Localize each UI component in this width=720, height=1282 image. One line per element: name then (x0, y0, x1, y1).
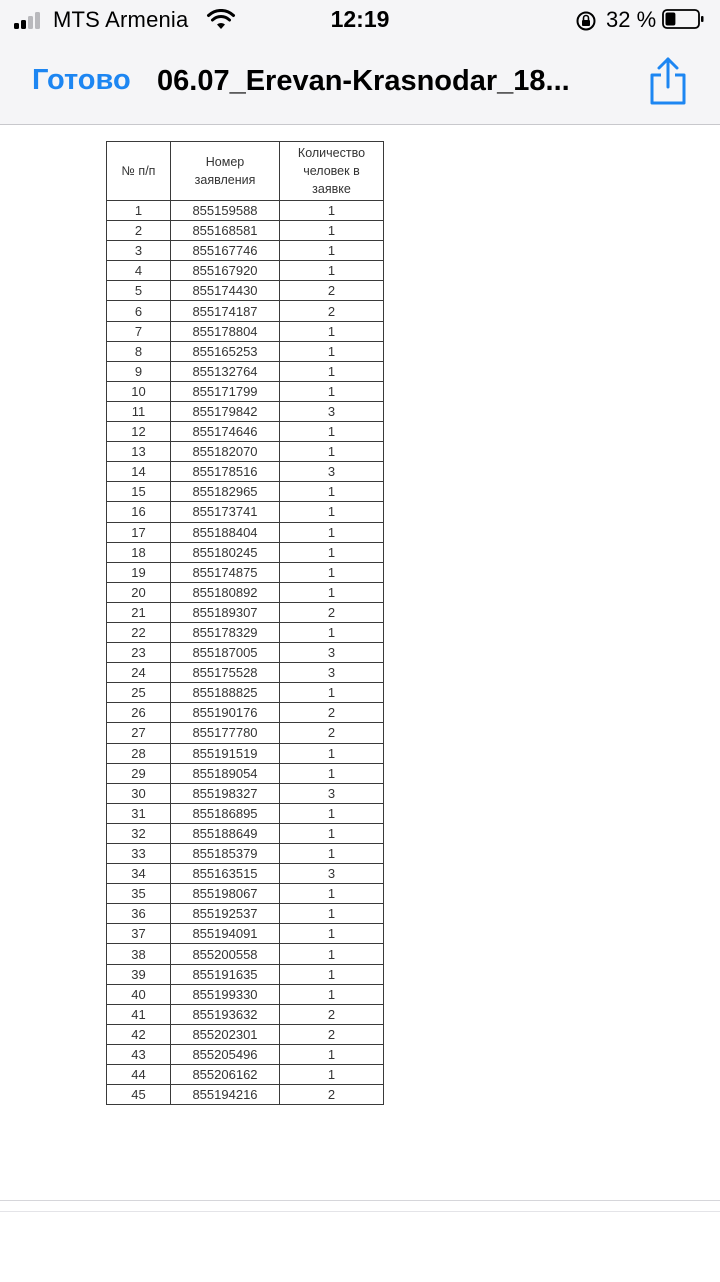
application-number-cell: 855178804 (171, 321, 280, 341)
people-count-cell: 1 (280, 562, 384, 582)
row-number-cell: 44 (107, 1065, 171, 1085)
people-count-cell: 1 (280, 763, 384, 783)
row-number-cell: 12 (107, 422, 171, 442)
people-count-cell: 1 (280, 964, 384, 984)
done-button[interactable]: Готово (32, 64, 131, 96)
row-number-cell: 13 (107, 442, 171, 462)
application-number-cell: 855167746 (171, 241, 280, 261)
applications-table (106, 141, 384, 1105)
row-number-cell: 27 (107, 723, 171, 743)
people-count-cell: 1 (280, 1065, 384, 1085)
header-application-number: Номер заявления (171, 142, 280, 201)
application-number-cell: 855199330 (171, 984, 280, 1004)
application-number-cell: 855189054 (171, 763, 280, 783)
row-number-cell: 17 (107, 522, 171, 542)
status-bar (0, 0, 720, 40)
row-number-cell: 19 (107, 562, 171, 582)
application-number-cell: 855174875 (171, 562, 280, 582)
clock: 12:19 (330, 6, 390, 32)
application-number-cell: 855187005 (171, 643, 280, 663)
application-number-cell: 855174187 (171, 301, 280, 321)
people-count-cell: 1 (280, 924, 384, 944)
people-count-cell: 1 (280, 683, 384, 703)
table-row (107, 281, 384, 301)
application-number-cell: 855182070 (171, 442, 280, 462)
application-number-cell: 855198067 (171, 884, 280, 904)
battery-icon (662, 9, 704, 29)
row-number-cell: 39 (107, 964, 171, 984)
application-number-cell: 855173741 (171, 502, 280, 522)
table-row (107, 904, 384, 924)
table-row (107, 261, 384, 281)
table-row (107, 944, 384, 964)
application-number-cell: 855177780 (171, 723, 280, 743)
row-number-cell: 26 (107, 703, 171, 723)
table-row (107, 663, 384, 683)
row-number-cell: 30 (107, 783, 171, 803)
people-count-cell: 3 (280, 663, 384, 683)
row-number-cell: 32 (107, 823, 171, 843)
people-count-cell: 1 (280, 622, 384, 642)
table-row (107, 1065, 384, 1085)
application-number-cell: 855174646 (171, 422, 280, 442)
people-count-cell: 1 (280, 221, 384, 241)
table-row (107, 864, 384, 884)
people-count-cell: 3 (280, 783, 384, 803)
people-count-cell: 1 (280, 1044, 384, 1064)
people-count-cell: 1 (280, 381, 384, 401)
people-count-cell: 3 (280, 643, 384, 663)
application-number-cell: 855159588 (171, 201, 280, 221)
people-count-cell: 1 (280, 422, 384, 442)
row-number-cell: 20 (107, 582, 171, 602)
table-row (107, 743, 384, 763)
people-count-cell: 1 (280, 844, 384, 864)
row-number-cell: 1 (107, 201, 171, 221)
header-people-count: Количество человек в заявке (280, 142, 384, 201)
carrier-name: MTS Armenia (53, 7, 189, 32)
table-row (107, 401, 384, 421)
table-row (107, 221, 384, 241)
table-header-row (107, 142, 384, 201)
application-number-cell: 855182965 (171, 482, 280, 502)
table-row (107, 1085, 384, 1105)
row-number-cell: 4 (107, 261, 171, 281)
table-row (107, 341, 384, 361)
row-number-cell: 21 (107, 602, 171, 622)
people-count-cell: 2 (280, 602, 384, 622)
row-number-cell: 18 (107, 542, 171, 562)
row-number-cell: 16 (107, 502, 171, 522)
row-number-cell: 2 (107, 221, 171, 241)
row-number-cell: 38 (107, 944, 171, 964)
row-number-cell: 23 (107, 643, 171, 663)
row-number-cell: 10 (107, 381, 171, 401)
people-count-cell: 1 (280, 261, 384, 281)
application-number-cell: 855188404 (171, 522, 280, 542)
row-number-cell: 31 (107, 803, 171, 823)
application-number-cell: 855192537 (171, 904, 280, 924)
table-row (107, 783, 384, 803)
people-count-cell: 2 (280, 1085, 384, 1105)
application-number-cell: 855174430 (171, 281, 280, 301)
row-number-cell: 29 (107, 763, 171, 783)
table-row (107, 422, 384, 442)
row-number-cell: 41 (107, 1004, 171, 1024)
people-count-cell: 1 (280, 984, 384, 1004)
row-number-cell: 15 (107, 482, 171, 502)
application-number-cell: 855168581 (171, 221, 280, 241)
table-row (107, 703, 384, 723)
document-title: 06.07_Erevan-Krasnodar_18... (157, 65, 570, 97)
row-number-cell: 22 (107, 622, 171, 642)
table-row (107, 683, 384, 703)
people-count-cell: 1 (280, 361, 384, 381)
people-count-cell: 1 (280, 442, 384, 462)
table-row (107, 602, 384, 622)
application-number-cell: 855206162 (171, 1065, 280, 1085)
table-row (107, 381, 384, 401)
document-view[interactable] (0, 125, 720, 1200)
share-icon[interactable] (646, 56, 690, 106)
row-number-cell: 43 (107, 1044, 171, 1064)
application-number-cell: 855165253 (171, 341, 280, 361)
row-number-cell: 42 (107, 1024, 171, 1044)
people-count-cell: 1 (280, 823, 384, 843)
application-number-cell: 855180892 (171, 582, 280, 602)
people-count-cell: 1 (280, 201, 384, 221)
table-row (107, 984, 384, 1004)
application-number-cell: 855189307 (171, 602, 280, 622)
row-number-cell: 6 (107, 301, 171, 321)
people-count-cell: 2 (280, 301, 384, 321)
people-count-cell: 1 (280, 904, 384, 924)
table-row (107, 201, 384, 221)
people-count-cell: 1 (280, 743, 384, 763)
application-number-cell: 855163515 (171, 864, 280, 884)
people-count-cell: 1 (280, 341, 384, 361)
application-number-cell: 855180245 (171, 542, 280, 562)
people-count-cell: 2 (280, 1024, 384, 1044)
table-row (107, 763, 384, 783)
row-number-cell: 40 (107, 984, 171, 1004)
table-row (107, 562, 384, 582)
application-number-cell: 855167920 (171, 261, 280, 281)
table-row (107, 924, 384, 944)
people-count-cell: 1 (280, 582, 384, 602)
table-row (107, 582, 384, 602)
row-number-cell: 34 (107, 864, 171, 884)
table-row (107, 361, 384, 381)
battery-percentage: 32 % (606, 7, 657, 32)
row-number-cell: 37 (107, 924, 171, 944)
application-number-cell: 855186895 (171, 803, 280, 823)
application-number-cell: 855200558 (171, 944, 280, 964)
table-row (107, 442, 384, 462)
people-count-cell: 2 (280, 1004, 384, 1024)
table-row (107, 502, 384, 522)
table-row (107, 823, 384, 843)
document-header (0, 40, 720, 125)
row-number-cell: 9 (107, 361, 171, 381)
people-count-cell: 2 (280, 703, 384, 723)
table-row (107, 1004, 384, 1024)
application-number-cell: 855178329 (171, 622, 280, 642)
row-number-cell: 7 (107, 321, 171, 341)
table-row (107, 542, 384, 562)
people-count-cell: 3 (280, 401, 384, 421)
row-number-cell: 33 (107, 844, 171, 864)
people-count-cell: 1 (280, 241, 384, 261)
table-row (107, 301, 384, 321)
rotation-lock-icon (575, 10, 597, 32)
people-count-cell: 1 (280, 321, 384, 341)
people-count-cell: 1 (280, 482, 384, 502)
table-row (107, 482, 384, 502)
row-number-cell: 35 (107, 884, 171, 904)
people-count-cell: 2 (280, 723, 384, 743)
people-count-cell: 1 (280, 542, 384, 562)
table-row (107, 462, 384, 482)
people-count-cell: 1 (280, 944, 384, 964)
row-number-cell: 28 (107, 743, 171, 763)
row-number-cell: 45 (107, 1085, 171, 1105)
people-count-cell: 3 (280, 462, 384, 482)
table-row (107, 884, 384, 904)
bottom-toolbar (0, 1200, 720, 1281)
row-number-cell: 14 (107, 462, 171, 482)
application-number-cell: 855179842 (171, 401, 280, 421)
table-row (107, 803, 384, 823)
header-row-number: № п/п (107, 142, 171, 201)
row-number-cell: 25 (107, 683, 171, 703)
application-number-cell: 855178516 (171, 462, 280, 482)
row-number-cell: 24 (107, 663, 171, 683)
application-number-cell: 855175528 (171, 663, 280, 683)
people-count-cell: 2 (280, 281, 384, 301)
table-row (107, 1024, 384, 1044)
application-number-cell: 855171799 (171, 381, 280, 401)
application-number-cell: 855188825 (171, 683, 280, 703)
table-row (107, 522, 384, 542)
application-number-cell: 855202301 (171, 1024, 280, 1044)
row-number-cell: 8 (107, 341, 171, 361)
table-row (107, 1044, 384, 1064)
row-number-cell: 5 (107, 281, 171, 301)
application-number-cell: 855188649 (171, 823, 280, 843)
toolbar-area (0, 1211, 720, 1282)
row-number-cell: 36 (107, 904, 171, 924)
table-row (107, 241, 384, 261)
people-count-cell: 1 (280, 884, 384, 904)
table-row (107, 723, 384, 743)
application-number-cell: 855190176 (171, 703, 280, 723)
application-number-cell: 855205496 (171, 1044, 280, 1064)
people-count-cell: 3 (280, 864, 384, 884)
application-number-cell: 855191519 (171, 743, 280, 763)
table-row (107, 964, 384, 984)
application-number-cell: 855132764 (171, 361, 280, 381)
table-row (107, 321, 384, 341)
people-count-cell: 1 (280, 803, 384, 823)
people-count-cell: 1 (280, 502, 384, 522)
application-number-cell: 855193632 (171, 1004, 280, 1024)
application-number-cell: 855194091 (171, 924, 280, 944)
application-number-cell: 855194216 (171, 1085, 280, 1105)
row-number-cell: 3 (107, 241, 171, 261)
table-row (107, 844, 384, 864)
table-row (107, 622, 384, 642)
people-count-cell: 1 (280, 522, 384, 542)
row-number-cell: 11 (107, 401, 171, 421)
application-number-cell: 855198327 (171, 783, 280, 803)
application-number-cell: 855191635 (171, 964, 280, 984)
table-row (107, 643, 384, 663)
application-number-cell: 855185379 (171, 844, 280, 864)
